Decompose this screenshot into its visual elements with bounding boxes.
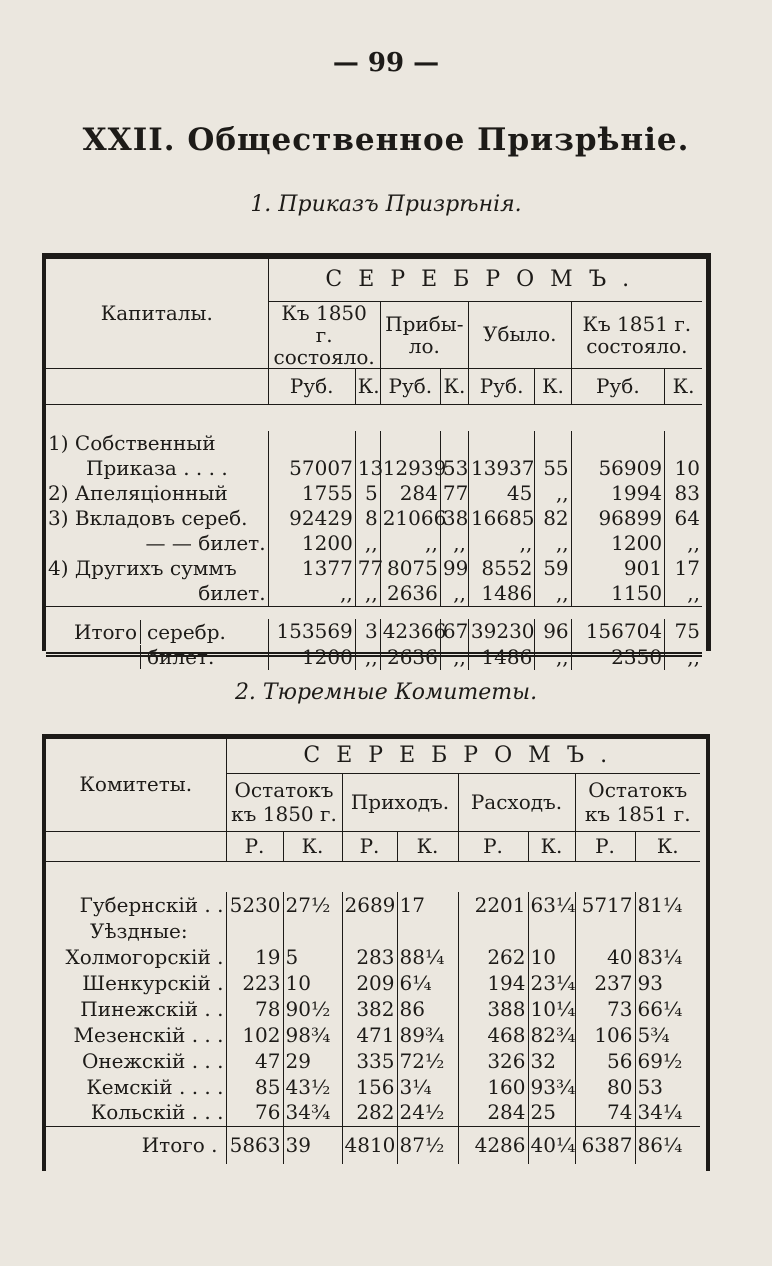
cell: 34¾ (283, 1100, 342, 1126)
total-cell: ,, (665, 645, 702, 670)
page-number: — 99 — (332, 48, 440, 78)
section2-unit: К. (635, 831, 700, 861)
cell: 45 (468, 481, 534, 506)
cell: 43½ (283, 1074, 342, 1100)
cell: 8552 (468, 556, 534, 581)
row-label: 2) Апеляціонный (48, 481, 228, 505)
table-row-total (46, 1126, 700, 1164)
cell: 194 (458, 970, 528, 996)
total-cell: 2350 (571, 645, 664, 670)
total-cell: 86¼ (635, 1126, 700, 1164)
cell: ,, (268, 581, 355, 607)
table-row (46, 1022, 700, 1048)
total-cell: 39230 (468, 619, 534, 645)
cell: 76 (226, 1100, 283, 1126)
section1-unit: К. (355, 368, 380, 404)
total-cell: 39 (283, 1126, 342, 1164)
cell: ,, (535, 531, 571, 556)
total-cell: 87½ (397, 1126, 458, 1164)
cell: 901 (571, 556, 664, 581)
cell: 85 (226, 1074, 283, 1100)
cell: 10 (528, 944, 575, 970)
cell: ,, (468, 531, 534, 556)
section2-col-header: Остатокъ къ 1851 г. (575, 773, 700, 831)
section1-row-header: Капиталы. (100, 300, 213, 325)
table-row (46, 970, 700, 996)
cell: 13937 (468, 456, 534, 481)
section2-unit: Р. (575, 831, 635, 861)
cell: 93¾ (528, 1074, 575, 1100)
cell: ,, (535, 581, 571, 607)
cell: 66¼ (635, 996, 700, 1022)
total-cell: ,, (440, 645, 468, 670)
total-cell: 75 (665, 619, 702, 645)
table-row (46, 556, 702, 581)
cell: 468 (458, 1022, 528, 1048)
table-row (46, 1048, 700, 1074)
total-cell: 3 (355, 619, 380, 645)
cell: 12939 (380, 456, 440, 481)
section2-col-header: Приходъ. (342, 773, 458, 831)
section1-unit: Руб. (380, 368, 440, 404)
row-label: Пинежскій . . (80, 996, 224, 1021)
cell: ,, (380, 531, 440, 556)
cell: 326 (458, 1048, 528, 1074)
table-row (46, 456, 702, 481)
cell: 32 (528, 1048, 575, 1074)
section2-unit: К. (528, 831, 575, 861)
cell: 335 (342, 1048, 397, 1074)
cell: 34¼ (635, 1100, 700, 1126)
cell: ,, (440, 581, 468, 607)
section2-unit: К. (397, 831, 458, 861)
cell: 53 (635, 1074, 700, 1100)
total-cell: 42366 (380, 619, 440, 645)
total-cell: 1486 (468, 645, 534, 670)
cell: 81¼ (635, 892, 700, 918)
row-label: — — билет. (145, 531, 266, 555)
cell: 73 (575, 996, 635, 1022)
total-label: Итого (74, 619, 138, 644)
cell: ,, (665, 531, 702, 556)
cell: 1377 (268, 556, 355, 581)
row-label: Губернскій . . (79, 892, 224, 917)
cell: 88¼ (397, 944, 458, 970)
cell: 106 (575, 1022, 635, 1048)
cell: 63¼ (528, 892, 575, 918)
total-cell: ,, (535, 645, 571, 670)
cell: 57007 (268, 456, 355, 481)
section1-group-header: СЕРЕБРОМЪ. (268, 259, 702, 301)
cell: 64 (665, 506, 702, 531)
cell: 1486 (468, 581, 534, 607)
row-label: Приказа . . . . (86, 456, 228, 480)
cell: 24½ (397, 1100, 458, 1126)
cell: 156 (342, 1074, 397, 1100)
row-label: билет. (198, 581, 266, 605)
cell: 284 (458, 1100, 528, 1126)
total-sub-label: билет. (140, 645, 214, 669)
cell: 471 (342, 1022, 397, 1048)
total-cell: 5863 (226, 1126, 283, 1164)
cell: 27½ (283, 892, 342, 918)
total-cell: 40¼ (528, 1126, 575, 1164)
cell: 160 (458, 1074, 528, 1100)
cell: 5230 (226, 892, 283, 918)
cell: 282 (342, 1100, 397, 1126)
cell: 223 (226, 970, 283, 996)
total-cell: 153569 (268, 619, 355, 645)
page-title: XXII. Общественное Призрѣніе. (82, 122, 690, 158)
cell: 29 (283, 1048, 342, 1074)
cell: ,, (535, 481, 571, 506)
table-row (46, 996, 700, 1022)
section2-group-header: СЕРЕБРОМЪ. (226, 739, 700, 773)
section1-unit: К. (535, 368, 571, 404)
row-label: 1) Собственный (48, 431, 216, 455)
table-row (46, 944, 700, 970)
cell: ,, (355, 531, 380, 556)
cell: 3¼ (397, 1074, 458, 1100)
row-label: Онежскій . . . (81, 1048, 224, 1073)
row-label: 4) Другихъ суммъ (48, 556, 237, 580)
cell: 90½ (283, 996, 342, 1022)
cell: 388 (458, 996, 528, 1022)
section2-unit: Р. (226, 831, 283, 861)
cell: 83 (665, 481, 702, 506)
cell: 92429 (268, 506, 355, 531)
cell: 53 (440, 456, 468, 481)
cell: 237 (575, 970, 635, 996)
cell: 56909 (571, 456, 664, 481)
divider (46, 652, 702, 657)
total-cell: 4286 (458, 1126, 528, 1164)
total-cell: 6387 (575, 1126, 635, 1164)
total-cell: 96 (535, 619, 571, 645)
section1-col-header: Убыло. (468, 301, 571, 368)
cell: 17 (665, 556, 702, 581)
cell: 1150 (571, 581, 664, 607)
cell: 19 (226, 944, 283, 970)
cell: 8 (355, 506, 380, 531)
cell: 59 (535, 556, 571, 581)
table-row (46, 531, 702, 556)
section2-col-header: Расходъ. (458, 773, 575, 831)
cell: 284 (380, 481, 440, 506)
total-cell: 2636 (380, 645, 440, 670)
cell: 6¼ (397, 970, 458, 996)
cell: 77 (355, 556, 380, 581)
table-row (46, 431, 702, 456)
section1-unit: К. (440, 368, 468, 404)
cell: 2201 (458, 892, 528, 918)
cell: 47 (226, 1048, 283, 1074)
total-sub-label: серебр. (140, 620, 226, 644)
cell: 80 (575, 1074, 635, 1100)
section1-col-header: Къ 1851 г. состояло. (571, 301, 702, 368)
cell: 10 (283, 970, 342, 996)
cell: 21066 (380, 506, 440, 531)
section1-unit: Руб. (571, 368, 664, 404)
cell: 8075 (380, 556, 440, 581)
section2-col-header: Остатокъ къ 1850 г. (226, 773, 342, 831)
cell: 5¾ (635, 1022, 700, 1048)
section2-heading: 2. Тюремные Комитеты. (234, 680, 538, 705)
cell: 13 (355, 456, 380, 481)
cell: 102 (226, 1022, 283, 1048)
table-row (46, 404, 702, 431)
section1-unit: Руб. (468, 368, 534, 404)
section2-unit: Р. (458, 831, 528, 861)
total-cell: 156704 (571, 619, 664, 645)
cell: 382 (342, 996, 397, 1022)
cell: 16685 (468, 506, 534, 531)
cell: 1200 (571, 531, 664, 556)
section1-unit: К. (665, 368, 702, 404)
cell: 77 (440, 481, 468, 506)
section1-col-header: Къ 1850 г. состояло. (268, 301, 380, 368)
cell: 5 (355, 481, 380, 506)
cell: 5717 (575, 892, 635, 918)
row-label: 3) Вкладовъ сереб. (48, 506, 248, 530)
section2-row-header: Комитеты. (79, 772, 193, 797)
cell: ,, (355, 581, 380, 607)
row-label: Мезенскій . . . (73, 1022, 224, 1047)
cell: 86 (397, 996, 458, 1022)
cell: ,, (440, 531, 468, 556)
row-label: Кемскій . . . . (86, 1074, 224, 1099)
total-cell: 67 (440, 619, 468, 645)
cell: 1200 (268, 531, 355, 556)
table-row-total (46, 645, 702, 670)
cell: 25 (528, 1100, 575, 1126)
table-row (46, 1100, 700, 1126)
cell: 2689 (342, 892, 397, 918)
cell: 98¾ (283, 1022, 342, 1048)
row-label: Шенкурскій . (82, 970, 224, 995)
cell: ,, (665, 581, 702, 607)
cell: 69½ (635, 1048, 700, 1074)
table-row (46, 918, 700, 944)
table-row-total (46, 619, 702, 645)
cell: 2636 (380, 581, 440, 607)
cell: 23¼ (528, 970, 575, 996)
total-cell: ,, (355, 645, 380, 670)
cell: 83¼ (635, 944, 700, 970)
total-label: Итого . (141, 1132, 218, 1157)
table-row (46, 481, 702, 506)
cell: 17 (397, 892, 458, 918)
cell: 209 (342, 970, 397, 996)
row-label: Уѣздные: (90, 918, 188, 943)
total-cell: 1200 (268, 645, 355, 670)
table-row (46, 1074, 700, 1100)
total-cell: 4810 (342, 1126, 397, 1164)
cell: 82¾ (528, 1022, 575, 1048)
cell: 283 (342, 944, 397, 970)
cell: 55 (535, 456, 571, 481)
section2-unit: К. (283, 831, 342, 861)
cell: 56 (575, 1048, 635, 1074)
table-row (46, 581, 702, 607)
cell: 40 (575, 944, 635, 970)
row-label: Кольскій . . . (90, 1100, 224, 1125)
section1-heading: 1. Приказъ Призрѣнія. (250, 192, 522, 217)
cell: 5 (283, 944, 342, 970)
cell: 99 (440, 556, 468, 581)
cell: 72½ (397, 1048, 458, 1074)
cell: 38 (440, 506, 468, 531)
cell: 89¾ (397, 1022, 458, 1048)
cell: 1994 (571, 481, 664, 506)
cell: 10 (665, 456, 702, 481)
cell: 93 (635, 970, 700, 996)
cell: 96899 (571, 506, 664, 531)
cell: 1755 (268, 481, 355, 506)
section1-unit: Руб. (268, 368, 355, 404)
section2-table (46, 739, 700, 1164)
table-row (46, 892, 700, 918)
section1-col-header: Прибы-ло. (380, 301, 468, 368)
section2-unit: Р. (342, 831, 397, 861)
cell: 78 (226, 996, 283, 1022)
section1-table (46, 259, 702, 670)
table-row (46, 506, 702, 531)
cell: 262 (458, 944, 528, 970)
row-label: Холмогорскій . (65, 944, 224, 969)
cell: 82 (535, 506, 571, 531)
cell: 10¼ (528, 996, 575, 1022)
cell: 74 (575, 1100, 635, 1126)
